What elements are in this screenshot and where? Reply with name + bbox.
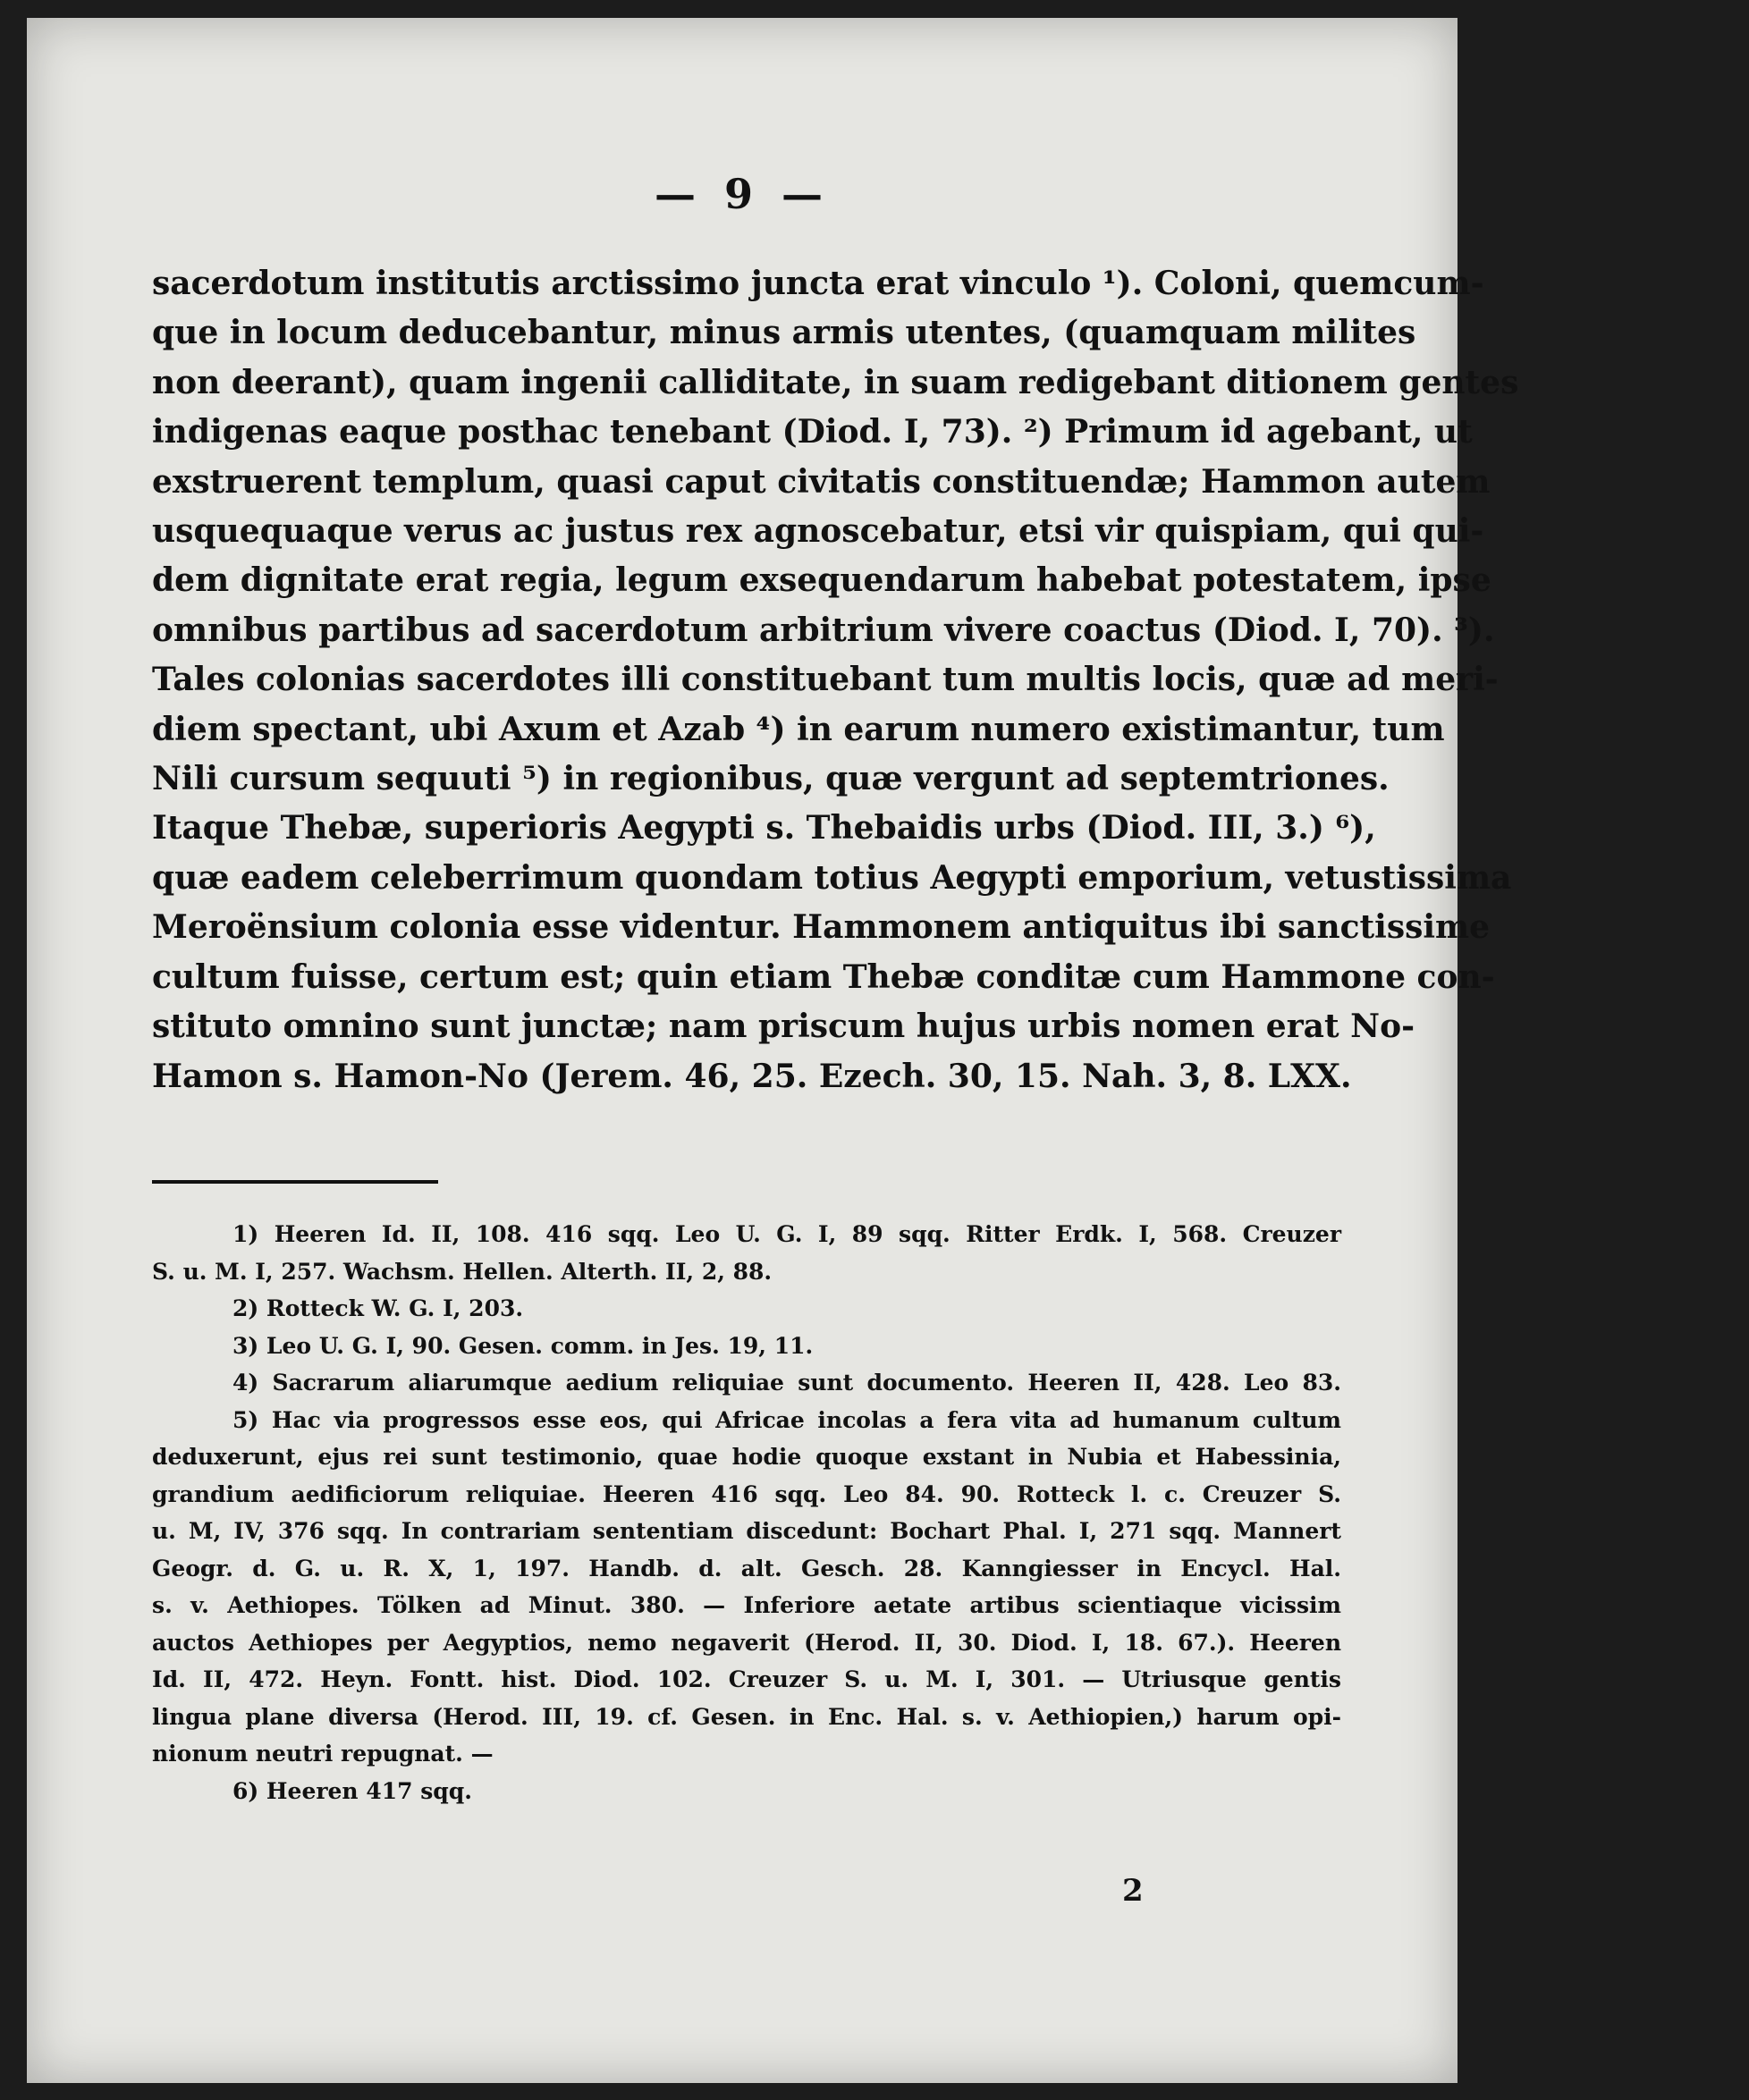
footnote-line: 6) Heeren 417 sqq. (232, 1777, 472, 1804)
body-line: exstruerent templum, quasi caput civitatis constituendæ; Hammon autem (152, 462, 1491, 501)
body-line: Meroënsium colonia esse videntur. Hammonem antiquitus ibi sanctissime (152, 908, 1491, 947)
body-line: sacerdotum institutis arctissimo juncta erat vinculo ¹). Coloni, quemcum- (152, 265, 1484, 302)
body-line: cultum fuisse, certum est; quin etiam Thebæ conditæ cum Hammone con- (152, 957, 1495, 996)
body-text (152, 259, 1519, 1101)
footnote-line: Id. II, 472. Heyn. Fontt. hist. Diod. 102. Creuzer S. u. M. I, 301. — Utriusque gentis (152, 1666, 1341, 1692)
body-line: omnibus partibus ad sacerdotum arbitrium vivere coactus (Diod. I, 70). ³). (152, 611, 1495, 649)
footnote-line: deduxerunt, ejus rei sunt testimonio, quae hodie quoque exstant in Nubia et Habessinia, (152, 1444, 1341, 1470)
body-line: stituto omnino sunt junctæ; nam priscum hujus urbis nomen erat No- (152, 1008, 1415, 1046)
body-line: Nili cursum sequuti ⁵) in regionibus, quæ vergunt ad septemtriones. (152, 760, 1390, 798)
footnote-line: auctos Aethiopes per Aegyptios, nemo negaverit (Herod. II, 30. Diod. I, 18. 67.). Heeren (152, 1629, 1341, 1656)
body-line: non deerant), quam ingenii calliditate, in suam redigebant ditionem gentes (152, 363, 1519, 401)
footnote-line: lingua plane diversa (Herod. III, 19. cf. Gesen. in Enc. Hal. s. v. Aethiopien,) harum opi- (152, 1703, 1341, 1730)
footnote-divider (152, 1180, 438, 1184)
footnote-line: 1) Heeren Id. II, 108. 416 sqq. Leo U. G. I, 89 sqq. Ritter Erdk. I, 568. Creuzer (232, 1221, 1341, 1247)
footnote-line: S. u. M. I, 257. Wachsm. Hellen. Alterth. II, 2, 88. (152, 1258, 773, 1285)
body-line: que in locum deducebantur, minus armis utentes, (quamquam milites (152, 314, 1416, 352)
book-page (27, 18, 1519, 2083)
footnote-line: 5) Hac via progressos esse eos, qui Africae incolas a fera vita ad humanum cultum (232, 1406, 1341, 1433)
footnotes (152, 1216, 1341, 1809)
footnote-line: 4) Sacrarum aliarumque aedium reliquiae sunt documento. Heeren II, 428. Leo 83. (232, 1370, 1341, 1396)
body-line: Tales colonias sacerdotes illi constituebant tum multis locis, quæ ad meri- (152, 661, 1499, 699)
page-number: — 9 — (654, 170, 831, 218)
footnote-line: u. M, IV, 376 sqq. In contrariam sententiam discedunt: Bochart Phal. I, 271 sqq. Mannert (152, 1518, 1341, 1544)
footnote-line: 2) Rotteck W. G. I, 203. (232, 1295, 524, 1321)
footnote-line: s. v. Aethiopes. Tölken ad Minut. 380. — Inferiore aetate artibus scientiaque vicissim (152, 1592, 1341, 1618)
footnote-line: Geogr. d. G. u. R. X, 1, 197. Handb. d. alt. Gesch. 28. Kanngiesser in Encycl. Hal. (152, 1555, 1341, 1581)
footnote-line: grandium aedificiorum reliquiae. Heeren 416 sqq. Leo 84. 90. Rotteck l. c. Creuzer S. (152, 1480, 1341, 1507)
body-line: diem spectant, ubi Axum et Azab ⁴) in earum numero existimantur, tum (152, 710, 1445, 748)
body-line: Itaque Thebæ, superioris Aegypti s. Thebaidis urbs (Diod. III, 3.) ⁶), (152, 809, 1376, 848)
footnote-line: 3) Leo U. G. I, 90. Gesen. comm. in Jes. 19, 11. (232, 1332, 814, 1359)
body-line: indigenas eaque posthac tenebant (Diod. I, 73). ²) Primum id agebant, ut (152, 413, 1473, 451)
footnote-line: nionum neutri repugnat. — (152, 1741, 494, 1767)
body-line: quæ eadem celeberrimum quondam totius Aegypti emporium, vetustissima (152, 858, 1512, 897)
signature-mark: 2 (1122, 1873, 1144, 1909)
body-line: usquequaque verus ac justus rex agnoscebatur, etsi vir quispiam, qui qui- (152, 512, 1484, 551)
body-line: Hamon s. Hamon-No (Jerem. 46, 25. Ezech. 30, 15. Nah. 3, 8. LXX. (152, 1057, 1352, 1095)
body-line: dem dignitate erat regia, legum exsequendarum habebat potestatem, ipse (152, 561, 1491, 600)
